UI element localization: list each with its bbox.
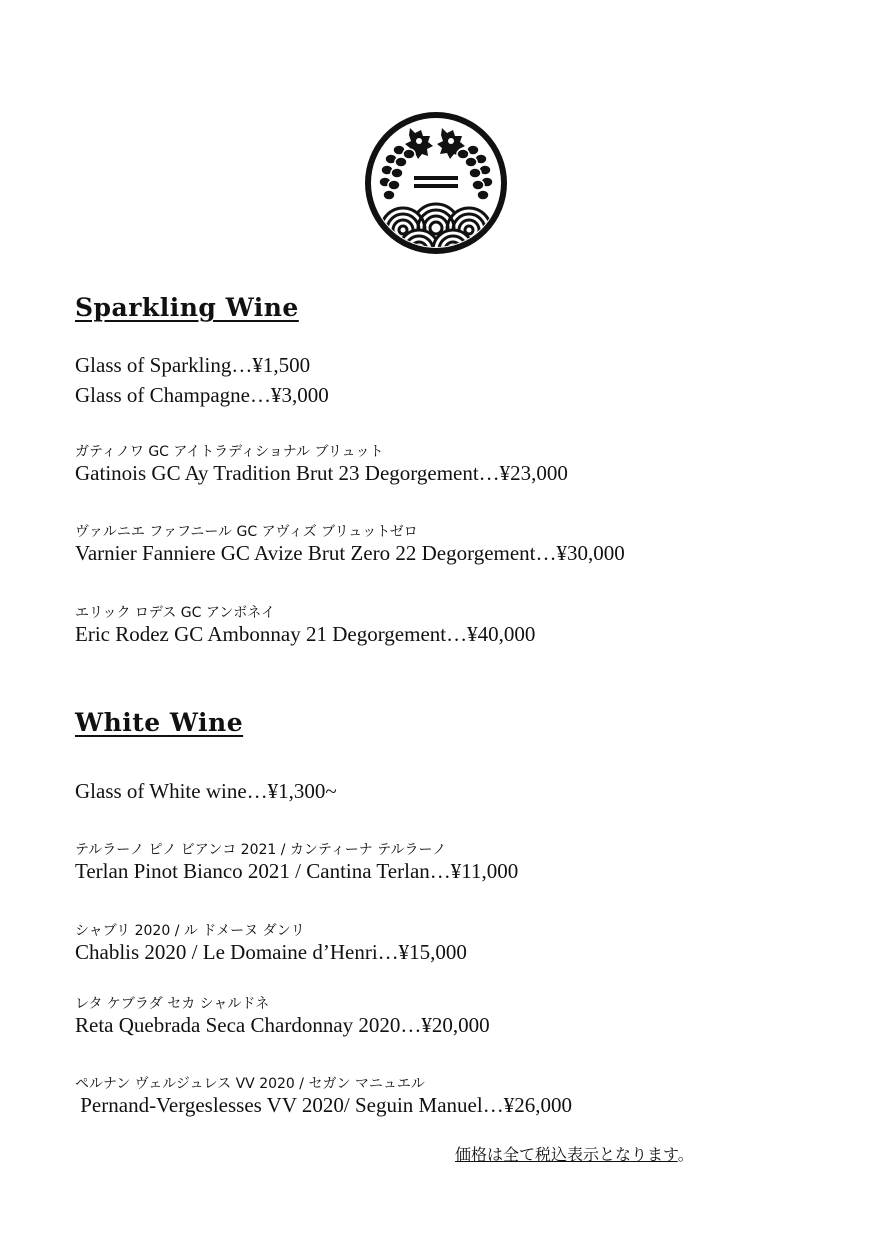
wine-item-en: Terlan Pinot Bianco 2021 / Cantina Terlan…¥11,000 (75, 859, 519, 883)
wine-item-en: Eric Rodez GC Ambonnay 21 Degorgement…¥40,000 (75, 622, 536, 646)
wine-item-jp: レタ ケブラダ セカ シャルドネ (75, 996, 270, 1012)
wine-item-jp: ガティノワ GC アイトラディショナル ブリュット (75, 444, 384, 460)
logo-crest-icon (363, 110, 509, 256)
tax-note-period: 。 (677, 1145, 694, 1164)
wine-item-jp: テルラーノ ピノ ビアンコ 2021 / カンティーナ テルラーノ (75, 842, 447, 858)
wine-item-en: Varnier Fanniere GC Avize Brut Zero 22 Degorgement…¥30,000 (75, 541, 625, 565)
glass-white-price: Glass of White wine…¥1,300~ (75, 779, 337, 803)
wine-item-en: Pernand-Vergeslesses VV 2020/ Seguin Manuel…¥26,000 (75, 1093, 572, 1117)
white-wine-heading: White Wine (75, 708, 244, 737)
wine-item-en: Gatinois GC Ay Tradition Brut 23 Degorgement…¥23,000 (75, 461, 568, 485)
wine-item-en: Chablis 2020 / Le Domaine d’Henri…¥15,000 (75, 940, 467, 964)
glass-sparkling-price: Glass of Sparkling…¥1,500 (75, 353, 311, 377)
wine-item-en: Reta Quebrada Seca Chardonnay 2020…¥20,000 (75, 1013, 490, 1037)
sparkling-wine-heading: Sparkling Wine (75, 293, 299, 322)
wine-item-jp: ペルナン ヴェルジュレス VV 2020 / セガン マニュエル (75, 1076, 425, 1092)
wine-item-jp: ヴァルニエ ファフニール GC アヴィズ ブリュットゼロ (75, 524, 418, 540)
wine-item-jp: エリック ロデス GC アンボネイ (75, 605, 276, 621)
tax-note-text: 価格は全て税込表示となります (455, 1145, 678, 1164)
glass-champagne-price: Glass of Champagne…¥3,000 (75, 383, 329, 407)
tax-note (455, 1142, 694, 1165)
wine-item-jp: シャブリ 2020 / ル ドメーヌ ダンリ (75, 923, 305, 939)
